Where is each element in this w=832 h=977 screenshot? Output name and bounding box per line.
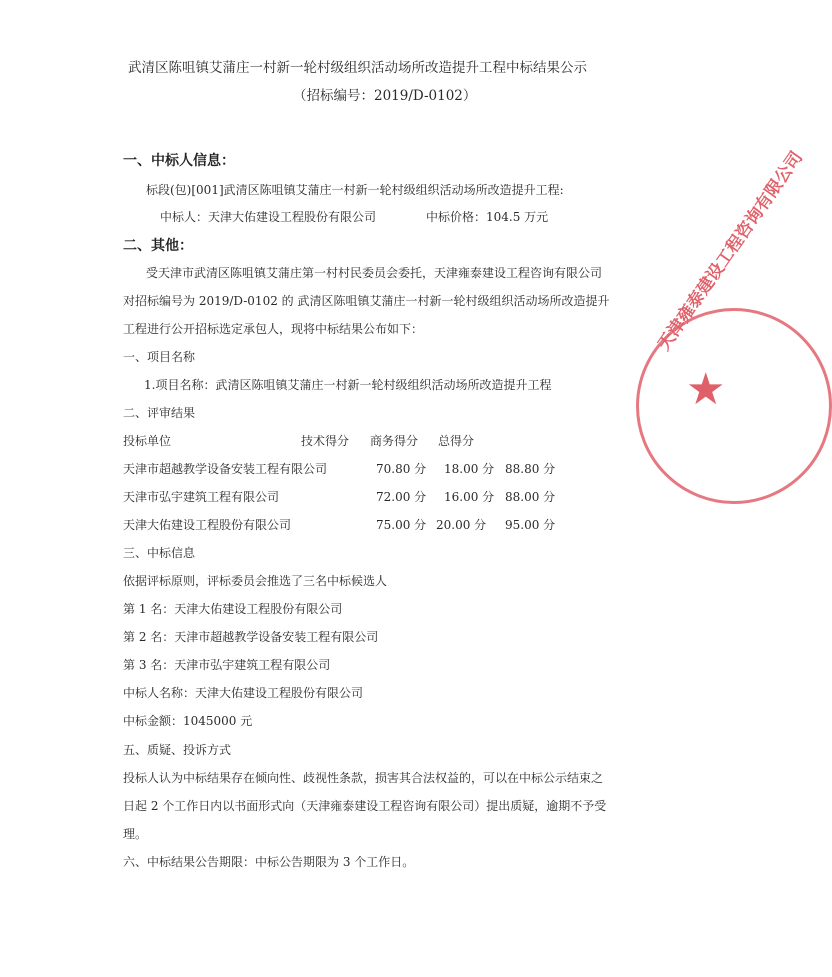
table-row-3-business: 20.00 分 — [436, 518, 487, 532]
seal-text: 天津雍泰建设工程咨询有限公司 — [654, 147, 807, 355]
winner-line: 中标人：天津大佑建设工程股份有限公司 — [160, 210, 377, 224]
complaint-line-1: 投标人认为中标结果存在倾向性、歧视性条款，损害其合法权益的，可以在中标公示结束之 — [123, 771, 604, 785]
table-header-technical: 技术得分 — [301, 434, 350, 448]
announcement-period: 六、中标结果公告期限：中标公告期限为 3 个工作日。 — [123, 855, 415, 869]
table-row-2-total: 88.00 分 — [505, 490, 556, 504]
table-row-1-bidder: 天津市超越教学设备安装工程有限公司 — [123, 462, 328, 476]
section-other-heading: 二、其他： — [123, 238, 193, 254]
table-header-bidder: 投标单位 — [123, 434, 172, 448]
table-row-1-total: 88.80 分 — [505, 462, 556, 476]
table-row-3-technical: 75.00 分 — [376, 518, 427, 532]
table-header-business: 商务得分 — [370, 434, 419, 448]
table-row-1-technical: 70.80 分 — [376, 462, 427, 476]
complaint-heading: 五、质疑、投诉方式 — [123, 743, 232, 757]
tender-number: （招标编号：2019/D-0102） — [293, 88, 477, 104]
candidate-2: 第 2 名：天津市超越教学设备安装工程有限公司 — [123, 630, 379, 644]
intro-line-3: 工程进行公开招标选定承包人，现将中标结果公布如下： — [123, 322, 424, 336]
document-title: 武清区陈咀镇艾蒲庄一村新一轮村级组织活动场所改造提升工程中标结果公示 — [128, 60, 587, 76]
intro-line-2: 对招标编号为 2019/D-0102 的 武清区陈咀镇艾蒲庄一村新一轮村级组织活动场所改造提升 — [123, 294, 610, 308]
project-name: 1.项目名称：武清区陈咀镇艾蒲庄一村新一轮村级组织活动场所改造提升工程 — [144, 378, 552, 392]
table-row-3-bidder: 天津大佑建设工程股份有限公司 — [123, 518, 292, 532]
section-winner-info-heading: 一、中标人信息： — [123, 153, 235, 169]
winner-name: 中标人名称：天津大佑建设工程股份有限公司 — [123, 686, 364, 700]
seal-star-icon: ★ — [686, 364, 726, 415]
candidate-1: 第 1 名：天津大佑建设工程股份有限公司 — [123, 602, 343, 616]
table-header-total: 总得分 — [438, 434, 475, 448]
table-row-2-technical: 72.00 分 — [376, 490, 427, 504]
table-row-3-total: 95.00 分 — [505, 518, 556, 532]
intro-line-1: 受天津市武清区陈咀镇艾蒲庄第一村村民委员会委托，天津雍泰建设工程咨询有限公司 — [146, 266, 603, 280]
award-principle: 依据评标原则，评标委员会推选了三名中标候选人 — [123, 574, 388, 588]
award-info-heading: 三、中标信息 — [123, 546, 196, 560]
review-result-heading: 二、评审结果 — [123, 406, 196, 420]
table-row-2-business: 16.00 分 — [444, 490, 495, 504]
complaint-line-3: 理。 — [123, 827, 148, 841]
winning-amount: 中标金额：1045000 元 — [123, 714, 253, 728]
table-row-1-business: 18.00 分 — [444, 462, 495, 476]
complaint-line-2: 日起 2 个工作日内以书面形式向（天津雍泰建设工程咨询有限公司）提出质疑，逾期不予受 — [123, 799, 607, 813]
candidate-3: 第 3 名：天津市弘宇建筑工程有限公司 — [123, 658, 331, 672]
lot-line: 标段(包)[001]武清区陈咀镇艾蒲庄一村新一轮村级组织活动场所改造提升工程: — [146, 183, 564, 197]
table-row-2-bidder: 天津市弘宇建筑工程有限公司 — [123, 490, 280, 504]
project-name-heading: 一、项目名称 — [123, 350, 196, 364]
winning-price: 中标价格：104.5 万元 — [426, 210, 549, 224]
